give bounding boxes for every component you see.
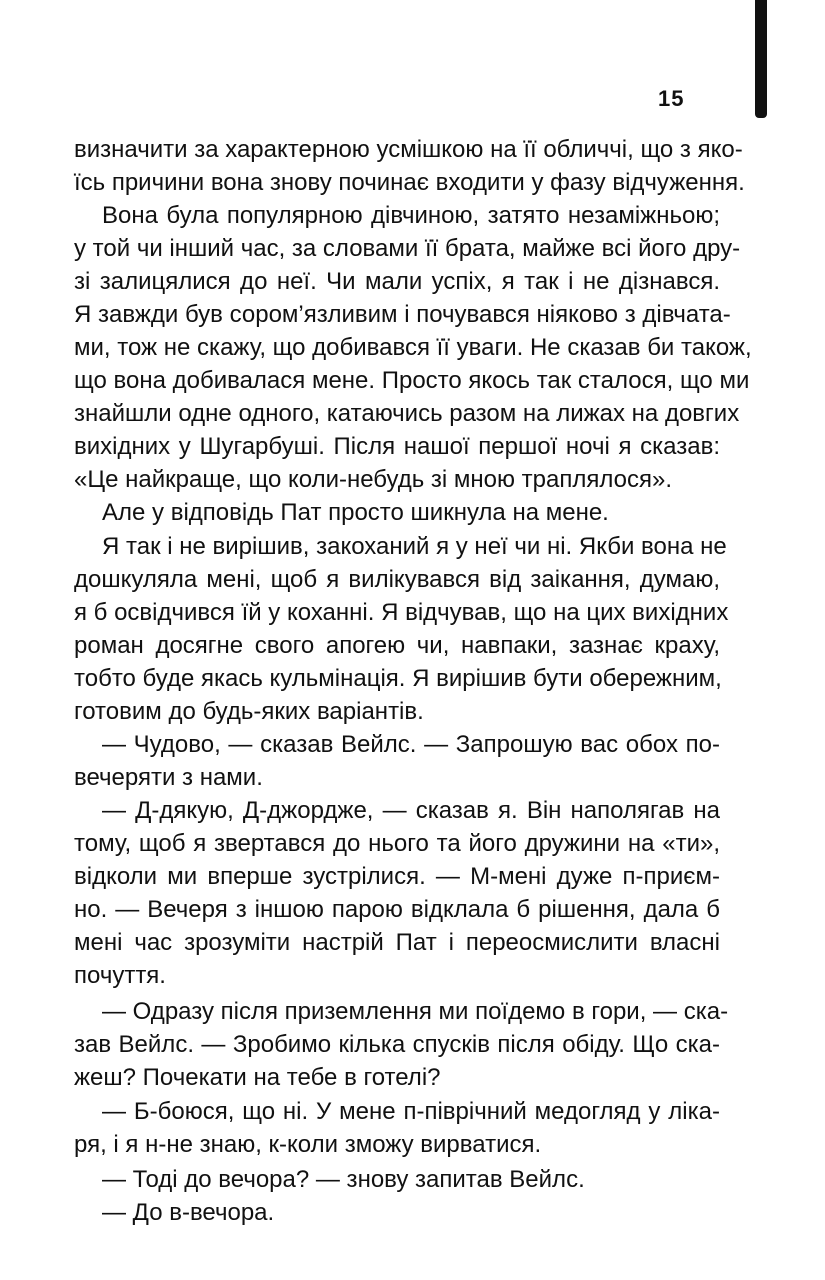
text-line: «Це найкраще, що коли-небудь зі мною траплялося». [74,466,672,493]
text-line: — Чудово, — сказав Вейлс. — Запрошую вас обох по- [102,731,720,758]
text-line: відколи ми вперше зустрілися. — М-мені дуже п-приєм- [74,863,720,890]
text-line: їсь причини вона знову починає входити у фазу відчуження. [74,169,745,196]
text-line: визначити за характерною усмішкою на її обличчі, що з яко- [74,136,743,163]
text-line: ми, тож не скажу, що добивався її уваги. Не сказав би також, [74,334,752,361]
text-line: Я так і не вирішив, закоханий я у неї чи ні. Якби вона не [102,533,727,560]
text-line: почуття. [74,962,166,989]
text-line: вечеряти з нами. [74,764,263,791]
text-line: у той чи інший час, за словами її брата, майже всі його дру- [74,235,741,262]
text-line: зав Вейлс. — Зробимо кілька спусків після обіду. Що ска- [74,1031,720,1058]
text-line: знайшли одне одного, катаючись разом на лижах на довгих [74,400,740,427]
text-line: Вона була популярною дівчиною, затято незаміжньою; [102,202,720,229]
text-line: дошкуляла мені, щоб я вилікувався від заікання, думаю, [74,566,720,593]
text-line: що вона добивалася мене. Просто якось так сталося, що ми [74,367,750,394]
text-line: но. — Вечеря з іншою парою відклала б рішення, дала б [74,896,720,923]
text-line: Я завжди був сором’язливим і почувався ніяково з дівчата- [74,301,731,328]
text-line: — До в-вечора. [102,1199,275,1226]
text-line: ря, і я н-не знаю, к-коли зможу вирватися. [74,1131,542,1158]
text-line: — Тоді до вечора? — знову запитав Вейлс. [102,1166,585,1193]
text-line: Але у відповідь Пат просто шикнула на мене. [102,499,609,526]
text-line: тому, щоб я звертався до нього та його дружини на «ти», [74,830,720,857]
text-line: вихідних у Шугарбуші. Після нашої першої ночі я сказав: [74,433,720,460]
text-line: — Б-боюся, що ні. У мене п-піврічний медогляд у ліка- [102,1098,720,1125]
text-line: зі залицялися до неї. Чи мали успіх, я так і не дізнався. [74,268,720,295]
text-line: жеш? Почекати на тебе в готелі? [74,1064,441,1091]
text-line: готовим до будь-яких варіантів. [74,698,424,725]
text-line: тобто буде якась кульмінація. Я вирішив бути обережним, [74,665,722,692]
text-line: я б освідчився їй у коханні. Я відчував, що на цих вихідних [74,599,729,626]
text-line: — Д-дякую, Д-джордже, — сказав я. Він наполягав на [102,797,720,824]
text-line: мені час зрозуміти настрій Пат і переосмислити власні [74,929,720,956]
text-line: — Одразу після приземлення ми поїдемо в гори, — ска- [102,998,729,1025]
page-number: 15 [658,86,685,111]
page-edge-shadow [755,0,767,118]
text-line: роман досягне свого апогею чи, навпаки, зазнає краху, [74,632,720,659]
